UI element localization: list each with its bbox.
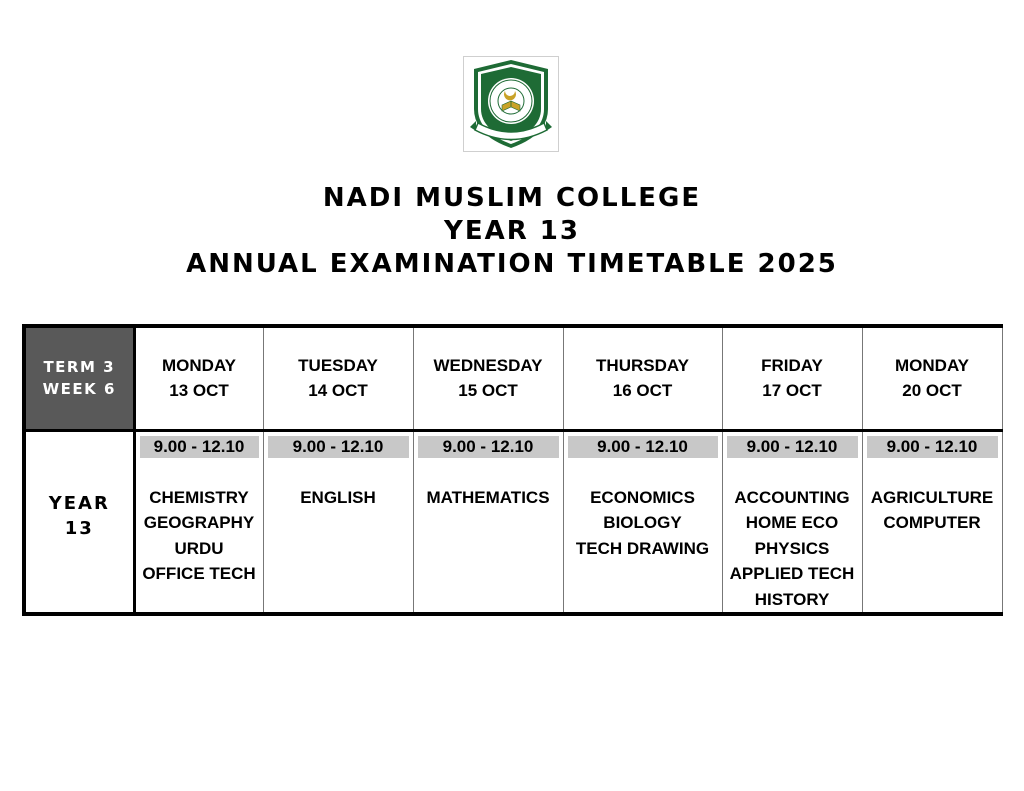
day-header-cell: MONDAY 13 OCT [134, 326, 263, 430]
college-name-heading: NADI MUSLIM COLLEGE [322, 183, 702, 213]
subject-list [414, 485, 563, 511]
time-slot: 9.00 - 12.10 [867, 436, 998, 458]
timetable-header-row [24, 326, 1002, 430]
subject-item: HISTORY [754, 589, 830, 609]
subject-item: TECH DRAWING [575, 538, 710, 558]
subject-list [264, 485, 413, 511]
time-slot: 9.00 - 12.10 [418, 436, 559, 458]
subject-list [723, 485, 862, 613]
subject-list [136, 485, 263, 587]
day-header-cell: MONDAY 20 OCT [862, 326, 1002, 430]
subject-item: COMPUTER [883, 513, 981, 532]
term-week-cell: TERM 3 WEEK 6 [24, 326, 134, 430]
time-slot: 9.00 - 12.10 [140, 436, 259, 458]
subject-item: MATHEMATICS [426, 487, 550, 507]
exam-slot-cell [263, 430, 413, 614]
subject-item: PHYSICS [754, 538, 830, 558]
timetable-heading: ANNUAL EXAMINATION TIMETABLE 2025 [186, 249, 838, 279]
time-slot: 9.00 - 12.10 [727, 436, 858, 458]
subject-item: URDU [174, 538, 224, 558]
day-header-cell: WEDNESDAY 15 OCT [413, 326, 563, 430]
time-slot: 9.00 - 12.10 [568, 436, 718, 458]
exam-slot-cell [134, 430, 263, 614]
subject-item: ACCOUNTING [734, 487, 850, 507]
exam-slot-cell [563, 430, 722, 614]
subject-item: GEOGRAPHY [143, 513, 255, 532]
exam-timetable [22, 324, 1003, 616]
year-heading: YEAR 13 [444, 216, 580, 246]
subject-item: OFFICE TECH [142, 564, 256, 583]
timetable-body-row [24, 430, 1002, 614]
day-header-cell: FRIDAY 17 OCT [722, 326, 862, 430]
subject-item: ECONOMICS [590, 487, 695, 507]
subject-item: BIOLOGY [603, 513, 682, 532]
day-header-cell: TUESDAY 14 OCT [263, 326, 413, 430]
time-slot: 9.00 - 12.10 [268, 436, 409, 458]
subject-item: APPLIED TECH [729, 564, 855, 583]
subject-list [564, 485, 722, 562]
subject-item: AGRICULTURE [870, 487, 994, 507]
year-row-label: YEAR 13 [24, 430, 134, 614]
subject-item: HOME ECO [745, 513, 839, 532]
exam-slot-cell [722, 430, 862, 614]
exam-slot-cell [413, 430, 563, 614]
document-title-block [0, 182, 1024, 281]
subject-list [863, 485, 1002, 536]
exam-slot-cell [862, 430, 1002, 614]
day-header-cell: THURSDAY 16 OCT [563, 326, 722, 430]
college-logo [463, 56, 559, 152]
college-crest-icon [464, 57, 558, 151]
subject-item: CHEMISTRY [149, 487, 249, 507]
subject-item: ENGLISH [300, 487, 376, 507]
